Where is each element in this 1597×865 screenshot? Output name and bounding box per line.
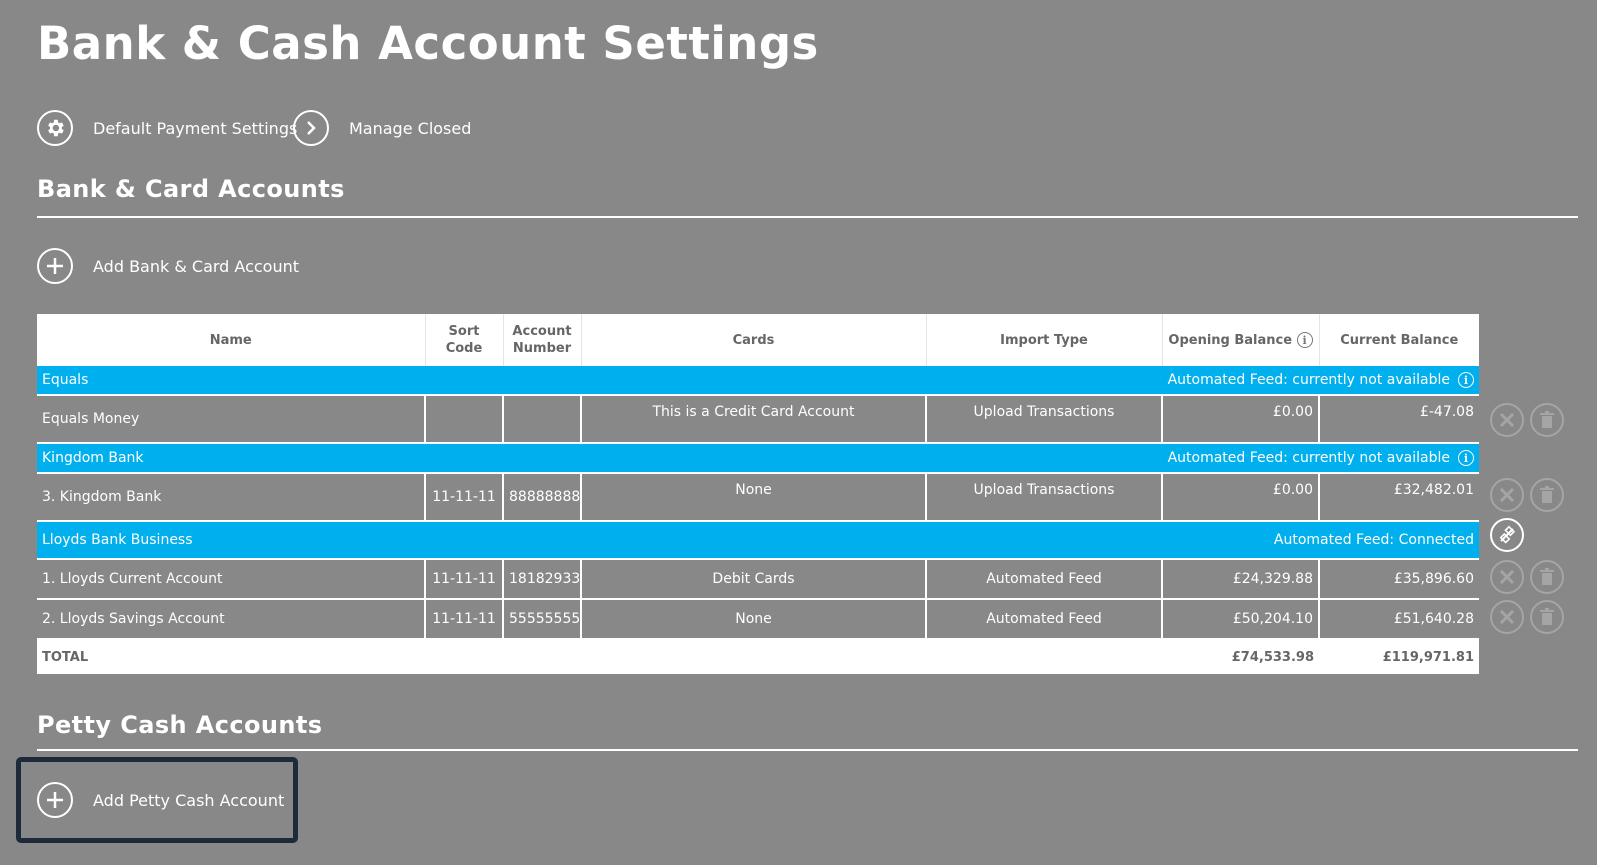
close-account-button[interactable] (1490, 600, 1524, 634)
row-actions-kingdom-bank (1490, 478, 1564, 512)
section-divider (37, 749, 1578, 751)
row-actions-lloyds-savings (1490, 600, 1564, 634)
account-name: 2. Lloyds Savings Account (37, 599, 425, 639)
table-row[interactable] (37, 559, 1479, 599)
group-name: Equals (42, 372, 89, 388)
sort-code: 11-11-11 (425, 599, 503, 639)
delete-account-button[interactable] (1530, 478, 1564, 512)
row-actions-lloyds-current (1490, 560, 1564, 594)
delete-account-button[interactable] (1530, 560, 1564, 594)
sort-code: 11-11-11 (425, 473, 503, 521)
col-header-opening-balance: Opening Balance i (1162, 314, 1319, 366)
info-icon[interactable]: i (1458, 450, 1474, 466)
page-title: Bank & Cash Account Settings (37, 17, 819, 70)
add-petty-cash-account-button[interactable] (37, 782, 284, 818)
account-name: 1. Lloyds Current Account (37, 559, 425, 599)
accounts-table (37, 314, 1479, 674)
feed-status: Automated Feed: Connected (1273, 532, 1474, 548)
row-actions-lloyds-group (1490, 518, 1524, 552)
gear-icon (37, 110, 73, 146)
petty-cash-section-title: Petty Cash Accounts (37, 711, 323, 739)
default-payment-settings-label: Default Payment Settings (93, 118, 298, 138)
current-balance: £32,482.01 (1319, 473, 1479, 521)
col-header-account-number: Account Number (503, 314, 581, 366)
row-actions-equals-money (1490, 403, 1564, 437)
col-header-cards: Cards (581, 314, 926, 366)
account-name: 3. Kingdom Bank (37, 473, 425, 521)
opening-balance: £50,204.10 (1162, 599, 1319, 639)
opening-balance: £24,329.88 (1162, 559, 1319, 599)
cards: This is a Credit Card Account (581, 395, 926, 443)
info-icon[interactable]: i (1297, 332, 1313, 348)
total-opening-balance: £74,533.98 (1162, 639, 1319, 674)
manage-closed-label: Manage Closed (349, 118, 472, 138)
group-name: Kingdom Bank (42, 450, 144, 466)
sort-code: 11-11-11 (425, 559, 503, 599)
delete-account-button[interactable] (1530, 600, 1564, 634)
current-balance: £51,640.28 (1319, 599, 1479, 639)
close-account-button[interactable] (1490, 560, 1524, 594)
section-divider (37, 216, 1578, 218)
import-type: Upload Transactions (926, 473, 1162, 521)
plus-icon (37, 248, 73, 284)
total-row (37, 639, 1479, 674)
group-row-equals (37, 366, 1479, 395)
bank-section-title: Bank & Card Accounts (37, 175, 345, 203)
group-row-kingdom-bank (37, 443, 1479, 473)
col-header-sort-code: Sort Code (425, 314, 503, 366)
table-row[interactable] (37, 599, 1479, 639)
import-type: Automated Feed (926, 559, 1162, 599)
group-name: Lloyds Bank Business (42, 532, 193, 548)
delete-account-button[interactable] (1530, 403, 1564, 437)
close-account-button[interactable] (1490, 403, 1524, 437)
table-header-row (37, 314, 1479, 366)
current-balance: £35,896.60 (1319, 559, 1479, 599)
add-bank-card-account-button[interactable] (37, 248, 299, 284)
account-number: 55555555 (503, 599, 581, 639)
total-current-balance: £119,971.81 (1319, 639, 1479, 674)
account-name: Equals Money (37, 395, 425, 443)
default-payment-settings-button[interactable] (37, 110, 297, 146)
plus-icon (37, 782, 73, 818)
add-bank-card-account-label: Add Bank & Card Account (93, 256, 300, 276)
chevron-right-icon (293, 110, 329, 146)
opening-balance: £0.00 (1162, 473, 1319, 521)
cards: Debit Cards (581, 559, 926, 599)
add-petty-cash-account-label: Add Petty Cash Account (93, 790, 285, 810)
total-label: TOTAL (37, 639, 425, 674)
import-type: Automated Feed (926, 599, 1162, 639)
feed-status: Automated Feed: currently not available (1167, 372, 1450, 388)
account-number: 18182933 (503, 559, 581, 599)
account-number (503, 395, 581, 443)
disconnect-feed-icon[interactable] (1490, 518, 1524, 552)
col-header-import-type: Import Type (926, 314, 1162, 366)
group-row-lloyds-bank-business (37, 521, 1479, 559)
info-icon[interactable]: i (1458, 372, 1474, 388)
table-row[interactable] (37, 395, 1479, 443)
cards: None (581, 599, 926, 639)
import-type: Upload Transactions (926, 395, 1162, 443)
col-header-current-balance: Current Balance (1319, 314, 1479, 366)
sort-code (425, 395, 503, 443)
manage-closed-button[interactable] (293, 110, 471, 146)
feed-status: Automated Feed: currently not available (1167, 450, 1450, 466)
close-account-button[interactable] (1490, 478, 1524, 512)
table-row[interactable] (37, 473, 1479, 521)
current-balance: £-47.08 (1319, 395, 1479, 443)
opening-balance: £0.00 (1162, 395, 1319, 443)
col-header-name: Name (37, 314, 425, 366)
account-number: 88888888 (503, 473, 581, 521)
cards: None (581, 473, 926, 521)
